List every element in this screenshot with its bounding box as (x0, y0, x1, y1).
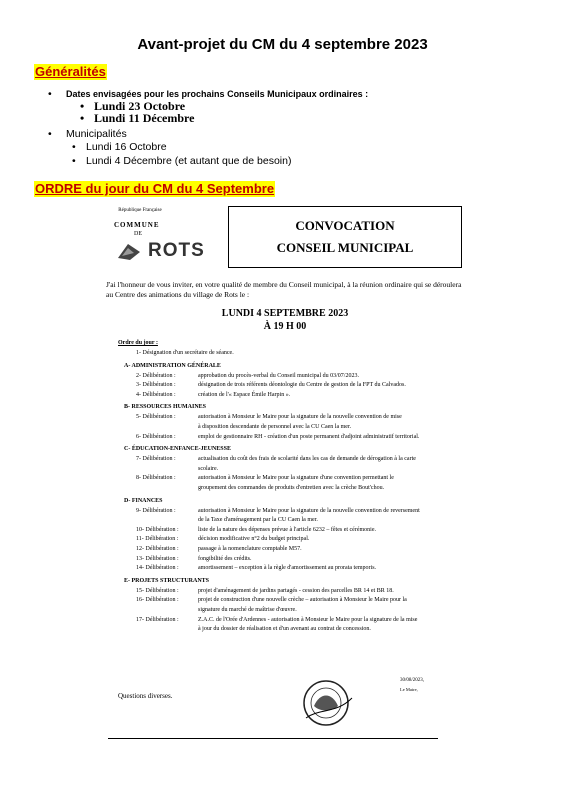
agenda-title: Ordre du jour : (118, 340, 158, 346)
agenda-item-label: 9- Délibération : (136, 507, 176, 514)
agenda-item-text: autorisation à Monsieur le Maire pour la signature de la nouvelle convention de mise (198, 414, 402, 421)
convocation-title: CONVOCATION (295, 218, 395, 233)
agenda-item-text: de la Taxe d'aménagement par la CU Caen la mer. (198, 517, 318, 524)
de-label: DE (134, 231, 142, 237)
agenda-item-text: Z.A.C. de l'Orée d'Ardennes - autorisation à Monsieur le Maire pour la signature de la mise (198, 616, 418, 623)
date-item: • Lundi 4 Décembre (et autant que de besoin) (86, 154, 291, 168)
agenda-item-label: 10- Délibération : (136, 526, 179, 533)
section-heading-ordre-du-jour: ORDRE du jour du CM du 4 Septembre (35, 181, 275, 196)
agenda-item-label: 15- Délibération : (136, 587, 179, 594)
agenda-item-label: 14- Délibération : (136, 565, 179, 572)
agenda-item-text: création de l'« Espace Émile Harpin ». (198, 391, 291, 398)
agenda-item-label: 17- Délibération : (136, 616, 179, 623)
ordinary-councils-list (66, 88, 368, 124)
republic-label: République Française (118, 208, 162, 213)
agenda-item-label: 13- Délibération : (136, 555, 179, 562)
convocation-scan (100, 200, 470, 720)
agenda-item-label: 3- Délibération : (136, 382, 176, 389)
bottom-divider (108, 738, 438, 739)
agenda-item-text: autorisation à Monsieur le Maire pour la signature de la nouvelle convention de reversement (198, 507, 420, 514)
agenda-item-label: 8- Délibération : (136, 475, 176, 482)
page-title: Avant-projet du CM du 4 septembre 2023 (137, 36, 428, 53)
agenda-item-text: actualisation du coût des frais de scolarité dans les cas de demande de dérogation à la carte (198, 456, 416, 463)
ordinary-councils-label: Dates envisagées pour les prochains Conseils Municipaux ordinaires : (66, 89, 369, 99)
municipalities-list (66, 128, 291, 168)
list-item (66, 128, 291, 168)
meeting-time: À 19 H 00 (263, 321, 307, 332)
agenda-item-text: décision modificative n°2 du budget principal. (198, 536, 310, 543)
agenda-item-text: projet de construction d'une nouvelle crèche – autorisation à Monsieur le Maire pour la (198, 597, 407, 604)
list-item (66, 88, 368, 124)
date-item: • Lundi 23 Octobre (94, 100, 368, 112)
municipalities-label: Municipalités (66, 128, 127, 140)
agenda-item-text: scolaire. (198, 465, 219, 472)
agenda-item-label: 11- Délibération : (136, 536, 179, 543)
invitation-text: J'ai l'honneur de vous inviter, en votre qualité de membre du Conseil municipal, à la réunion ordinaire qui se déroulera au Centre des animations du village de Rots le : (106, 280, 462, 299)
convocation-box (228, 206, 462, 268)
signature-role: Le Maire, (400, 687, 418, 692)
agenda-item-label: 2- Délibération : (136, 372, 176, 379)
agenda-item-text: liste de la nature des dépenses prévue à l'article 6232 – fêtes et cérémonie. (198, 526, 377, 533)
agenda-section-heading: D- FINANCES (124, 497, 163, 504)
date-item: • Lundi 16 Octobre (86, 140, 291, 154)
agenda-item-text: emploi de gestionnaire RH - création d'un poste permanent d'adjoint administratif territorial. (198, 433, 420, 440)
agenda-item-label: 16- Délibération : (136, 597, 179, 604)
town-seal-stamp (296, 678, 356, 728)
agenda-item-label: 12- Délibération : (136, 546, 179, 552)
meeting-date: LUNDI 4 SEPTEMBRE 2023 (221, 308, 349, 319)
agenda-section-heading: C- ÉDUCATION-ENFANCE-JEUNESSE (124, 446, 231, 453)
agenda-item-label: 5- Délibération : (136, 414, 176, 421)
convocation-subtitle: CONSEIL MUNICIPAL (276, 240, 414, 255)
agenda-item-label: 4- Délibération : (136, 391, 176, 398)
agenda-item-label: 6- Délibération : (136, 433, 176, 440)
questions-diverses: Questions diverses. (118, 692, 173, 700)
agenda-item-text: signature du marché de maîtrise d'œuvre. (198, 607, 297, 613)
agenda-item-text: amortissement – exception à la règle d'amortissement au prorata temporis. (198, 565, 377, 572)
date-item: • Lundi 11 Décembre (94, 112, 368, 124)
commune-label: COMMUNE (114, 221, 160, 229)
agenda-item-label: 7- Délibération : (136, 456, 176, 463)
agenda-section-heading: A- ADMINISTRATION GÉNÉRALE (124, 362, 221, 369)
agenda-item-text: passage à la nomenclature comptable M57. (198, 546, 302, 552)
agenda-item-text: autorisation à Monsieur le Maire pour la signature d'une convention permettant le (198, 475, 394, 482)
agenda-item-label: 1- Désignation d'un secrétaire de séance. (136, 350, 234, 356)
agenda-item-text: fongibilité des crédits. (198, 555, 252, 562)
agenda-section-heading: B- RESSOURCES HUMAINES (124, 404, 207, 411)
agenda-section-heading: E- PROJETS STRUCTURANTS (124, 577, 210, 584)
agenda-item-text: à jour du dossier de réalisation et d'un avenant au contrat de concession. (198, 626, 371, 633)
agenda-item-text: à disposition descendante de personnel avec la CU Caen la mer. (198, 424, 352, 430)
agenda-item-text: désignation de trois référents déontologie du Centre de gestion de la FPT du Calvados. (198, 382, 406, 389)
signature-date: 30/08/2023, (400, 678, 425, 683)
agenda-item-text: groupement des commandes de produits d'entretien avec la crèche Bout'chou. (198, 485, 385, 491)
town-name: ROTS (148, 240, 205, 261)
town-logo-icon (116, 242, 142, 262)
section-heading-generalites: Généralités (35, 64, 106, 79)
agenda-item-text: approbation du procès-verbal du Conseil municipal du 03/07/2023. (198, 372, 359, 379)
agenda-item-text: projet d'aménagement de jardins partagés - cession des parcelles BR 14 et BR 18. (198, 587, 394, 594)
